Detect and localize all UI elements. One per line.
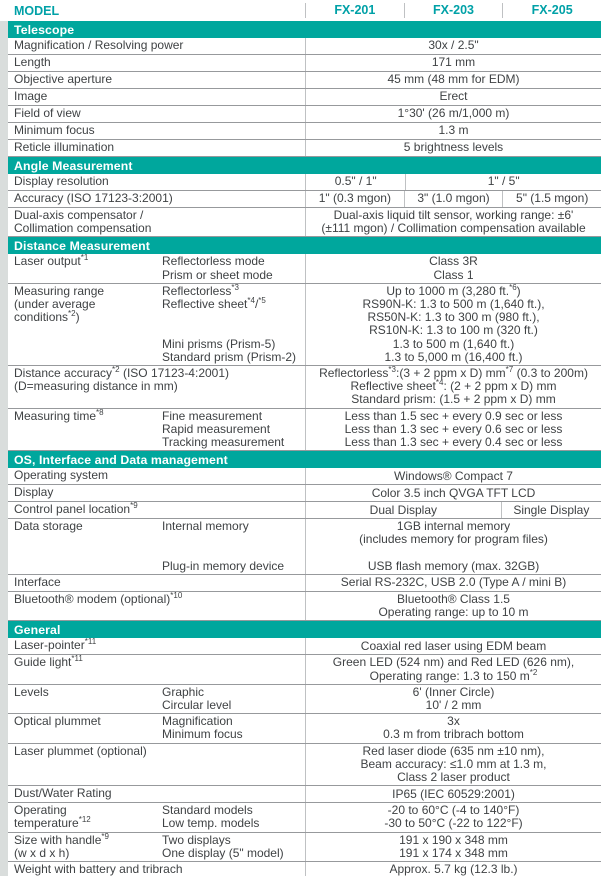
spec-sublabel [160, 519, 305, 574]
spec-sublabel-line: Standard prism (Prism-2) [162, 349, 297, 364]
spec-value [305, 575, 601, 591]
spec-label-line: Accuracy (ISO 17123-3:2001) [14, 191, 173, 205]
spec-value-cell: 3" (1.0 mgon) [404, 191, 503, 207]
spec-label [8, 55, 305, 71]
spec-value-line: 1°30' (26 m/1,000 m) [397, 106, 510, 121]
spec-sublabel [160, 254, 305, 282]
spec-value [305, 592, 601, 620]
spec-row-weight-with-battery-and-tribrach [8, 862, 601, 876]
spec-value-line: Dual-axis liquid tilt sensor, working range: ±6' [333, 208, 574, 222]
section-title: Telescope [14, 22, 75, 37]
spec-value-line: Less than 1.5 sec + every 0.9 sec or less [344, 408, 563, 423]
spec-value-line: 191 x 190 x 348 mm [399, 832, 508, 847]
spec-value-line: 10' / 2 mm [425, 698, 482, 713]
spec-label [8, 89, 305, 105]
spec-label-line: Weight with battery and tribrach [14, 862, 183, 876]
spec-row-levels [8, 685, 601, 714]
spec-value-line: RS10N-K: 1.3 to 100 m (320 ft.) [369, 323, 538, 338]
spec-label [8, 191, 305, 207]
spec-label [8, 123, 305, 139]
spec-value-line: Class 2 laser product [397, 770, 510, 785]
spec-value-cell: 1" / 5" [405, 174, 601, 190]
spec-value-line: Windows® Compact 7 [394, 468, 513, 483]
spec-label-line: Levels [14, 684, 49, 699]
spec-value [305, 123, 601, 139]
spec-value [305, 366, 601, 408]
spec-row-distance-accuracy-iso-17123-4-2001 [8, 366, 601, 409]
spec-value [305, 208, 601, 236]
spec-label-line: Reticle illumination [14, 140, 115, 154]
spec-sublabel-line: Reflective sheet$^{*4}$/$^{*5}$ [162, 296, 266, 312]
spec-value-cell: Single Display [501, 502, 601, 518]
spec-value-line: -30 to 50°C (-22 to 122°F) [384, 816, 523, 831]
spec-row-display-resolution [8, 174, 601, 191]
spec-row-length [8, 55, 601, 72]
spec-value [305, 714, 601, 742]
spec-value-line: Class 1 [433, 267, 474, 282]
section-title: Distance Measurement [14, 238, 150, 253]
spec-sublabel-line: Minimum focus [162, 727, 243, 742]
spec-label [8, 502, 305, 518]
table-header-row [8, 0, 601, 21]
spec-value-line: Up to 1000 m (3,280 ft.$^{*6}$) [386, 282, 521, 298]
spec-sublabel-line: Mini prisms (Prism-5) [162, 336, 276, 351]
spec-value-cell: 0.5" / 1" [305, 174, 405, 190]
spec-value-line: Class 3R [429, 254, 478, 269]
spec-value-line: Standard prism: (1.5 + 2 ppm x D) mm [351, 392, 556, 407]
spec-sublabel [160, 833, 305, 861]
spec-sublabel-line: Standard models [162, 803, 253, 818]
spec-row-bluetooth-modem-optional [8, 592, 601, 621]
section-header-angle-measurement [8, 157, 601, 174]
spec-label [8, 72, 305, 88]
spec-label-line: (under average [14, 297, 96, 312]
spec-value-cells [305, 191, 601, 207]
spec-value-line: Coaxial red laser using EDM beam [360, 638, 547, 653]
spec-value-line: Red laser diode (635 nm ±10 nm), [362, 743, 545, 758]
spec-label-line: Minimum focus [14, 123, 95, 137]
section-title: OS, Interface and Data management [14, 452, 228, 467]
spec-label [8, 685, 160, 713]
spec-label [8, 174, 305, 190]
spec-sublabel [160, 714, 305, 742]
spec-value-cell: 1" (0.3 mgon) [305, 191, 404, 207]
spec-value-line: Operating range: 1.3 to 150 $m^{*2}$ [369, 667, 538, 683]
spec-value-line: 0.3 m from tribrach bottom [383, 727, 524, 742]
section-header-os-interface-and-data-management [8, 451, 601, 468]
spec-value-line: 6' (Inner Circle) [412, 684, 495, 699]
spec-label [8, 803, 160, 831]
spec-label-line: Magnification / Resolving power [14, 38, 184, 52]
spec-sublabel-line: Rapid measurement [162, 421, 271, 436]
spec-value-cell: Dual Display [305, 502, 501, 518]
spec-row-operating [8, 803, 601, 832]
spec-label [8, 833, 160, 861]
spec-label-line: (D=measuring distance in mm) [14, 379, 178, 394]
spec-value-line: -20 to 60°C (-4 to 140°F) [387, 803, 520, 818]
spec-value-line: Less than 1.3 sec + every 0.4 sec or less [344, 435, 563, 450]
spec-label-line: Size with handle$^{*9}$ [14, 831, 109, 847]
spec-sublabel-line: Two displays [162, 832, 231, 847]
spec-label-line: Operating [14, 803, 67, 818]
column-header-fx205: FX-205 [502, 3, 601, 18]
spec-label [8, 714, 160, 742]
spec-label-line: Field of view [14, 106, 81, 120]
spec-value-line: 171 mm [431, 55, 476, 70]
spec-value [305, 833, 601, 861]
spec-value-line: Approx. 5.7 kg (12.3 lb.) [389, 862, 518, 876]
spec-label [8, 519, 160, 574]
spec-value [305, 254, 601, 282]
spec-row-data-storage [8, 519, 601, 575]
spec-row-laser-output [8, 254, 601, 283]
spec-value-line: Bluetooth® Class 1.5 [397, 592, 510, 607]
spec-sublabel-line: Circular level [162, 698, 232, 713]
spec-value-line: Reflectorless$^{*3}$:(3 + 2 ppm x D) $mm^{*7}$ (0.3 to 200m) [319, 365, 588, 381]
spec-value [305, 106, 601, 122]
spec-sublabel-line: Tracking measurement [162, 435, 285, 450]
section-header-general [8, 621, 601, 638]
spec-row-measuring-range [8, 284, 601, 366]
spec-value-line: RS90N-K: 1.3 to 500 m (1,640 ft.), [362, 297, 545, 312]
spec-label-line: Laser-pointer$^{*11}$ [14, 637, 97, 653]
spec-value-line: Green LED (524 nm) and Red LED (626 nm), [332, 655, 575, 670]
spec-label-line: Operating system [14, 468, 109, 483]
spec-value [305, 55, 601, 71]
section-title: General [14, 622, 61, 637]
spec-value-line: 191 x 174 x 348 mm [399, 845, 508, 860]
spec-row-display [8, 485, 601, 502]
spec-value-line: Operating range: up to 10 m [378, 605, 529, 620]
spec-sublabel [160, 284, 305, 365]
spec-label-line: Length [14, 55, 51, 69]
spec-label-line: Display [14, 485, 54, 500]
spec-label [8, 862, 305, 876]
spec-value-line: 45 mm (48 mm for EDM) [387, 72, 520, 87]
spec-value [305, 744, 601, 786]
spec-row-size-with-handle [8, 833, 601, 862]
spec-label-line: conditions$^{*2}$) [14, 309, 80, 325]
spec-row-optical-plummet [8, 714, 601, 743]
spec-label [8, 366, 305, 408]
spec-label [8, 786, 305, 802]
spec-row-operating-system [8, 468, 601, 485]
spec-sublabel [160, 803, 305, 831]
spec-sublabel-line: Magnification [162, 714, 233, 729]
section-title: Angle Measurement [14, 158, 133, 173]
spec-label-line: Image [14, 89, 48, 103]
model-column-header: MODEL [14, 3, 60, 18]
spec-sublabel-line: Plug-in memory device [162, 558, 285, 573]
table-body [8, 21, 601, 876]
spec-sublabel-line: Reflectorless mode [162, 254, 265, 269]
spec-value-line: Color 3.5 inch QVGA TFT LCD [371, 485, 536, 500]
spec-sublabel-line: Graphic [162, 684, 205, 699]
spec-row-objective-aperture [8, 72, 601, 89]
spec-value [305, 655, 601, 683]
spec-row-guide-light [8, 655, 601, 684]
spec-label [8, 485, 305, 501]
spec-label-line: Distance accuracy$^{*2}$ (ISO 17123-4:2001) [14, 365, 230, 381]
spec-sublabel [160, 685, 305, 713]
spec-value [305, 786, 601, 802]
spec-label-line: Laser output$^{*1}$ [14, 253, 89, 269]
spec-row-dust-water-rating [8, 786, 601, 803]
spec-label [8, 254, 160, 282]
spec-label-line: Data storage [14, 519, 83, 534]
spec-value [305, 638, 601, 654]
spec-label [8, 38, 305, 54]
spec-value [305, 519, 601, 574]
spec-label [8, 208, 305, 236]
spec-value-line: USB flash memory (max. 32GB) [367, 558, 540, 573]
spec-label [8, 468, 305, 484]
spec-sublabel-line: Fine measurement [162, 408, 263, 423]
spec-sublabel-line: Low temp. models [162, 816, 260, 831]
spec-row-reticle-illumination [8, 140, 601, 157]
spec-value-line: (±111 mgon) / Collimation compensation available [321, 221, 586, 236]
spec-value-line: 1.3 to 500 m (1,640 ft.) [392, 336, 515, 351]
spec-row-control-panel-location [8, 502, 601, 519]
spec-value-cells [305, 174, 601, 190]
spec-value-line: 5 brightness levels [403, 140, 504, 155]
section-header-telescope [8, 21, 601, 38]
spec-row-image [8, 89, 601, 106]
spec-label [8, 140, 305, 156]
spec-value-line: 3x [447, 714, 460, 729]
spec-value [305, 38, 601, 54]
spec-value-line: Serial RS-232C, USB 2.0 (Type A / mini B) [340, 575, 567, 590]
spec-row-interface [8, 575, 601, 592]
spec-sublabel-line [162, 547, 303, 560]
spec-value [305, 72, 601, 88]
spec-value-line: Less than 1.3 sec + every 0.6 sec or less [344, 421, 563, 436]
spec-value-line: 30x / 2.5" [428, 38, 479, 53]
spec-label [8, 106, 305, 122]
spec-value [305, 468, 601, 484]
spec-sublabel-line: Prism or sheet mode [162, 267, 273, 282]
spec-label-line: Display resolution [14, 174, 109, 188]
spec-value [305, 89, 601, 105]
spec-value-cells [305, 502, 601, 518]
spec-value-line: (includes memory for program files) [359, 532, 548, 547]
spec-label [8, 655, 305, 683]
spec-label [8, 592, 305, 620]
spec-value-line: RS50N-K: 1.3 to 300 m (980 ft.), [367, 310, 540, 325]
spec-label-line: Collimation compensation [14, 221, 152, 236]
spec-row-measuring-time [8, 409, 601, 452]
spec-label-line: Dust/Water Rating [14, 786, 112, 801]
spec-row-accuracy-iso-17123-3-2001 [8, 191, 601, 208]
spec-label [8, 744, 305, 786]
column-header-fx203: FX-203 [404, 3, 503, 18]
spec-value-line: 1GB internal memory [396, 519, 511, 534]
page-edge-shading [0, 21, 8, 876]
spec-sublabel-line: One display (5" model) [162, 845, 284, 860]
spec-label-line: (w x d x h) [14, 845, 70, 860]
spec-label-line: Guide light$^{*11}$ [14, 654, 83, 670]
spec-label-line: Dual-axis compensator / [14, 208, 144, 222]
spec-table [8, 0, 601, 876]
spec-value [305, 409, 601, 451]
spec-value [305, 803, 601, 831]
spec-row-dual-axis-compensator [8, 208, 601, 237]
spec-label-line: Control panel location$^{*9}$ [14, 501, 138, 517]
spec-label [8, 638, 305, 654]
spec-label-line: Optical plummet [14, 714, 101, 729]
spec-row-minimum-focus [8, 123, 601, 140]
spec-value-line: 1.3 m [438, 123, 469, 138]
spec-value-line [308, 547, 599, 560]
spec-sublabel-line: Reflectorless$^{*3}$ [162, 282, 239, 298]
spec-sublabel-line [162, 311, 303, 324]
section-header-distance-measurement [8, 237, 601, 254]
spec-value-line: IP65 (IEC 60529:2001) [392, 786, 515, 801]
spec-value-line: Erect [439, 89, 468, 104]
spec-sublabel-line: Internal memory [162, 519, 249, 534]
spec-label-line: temperature$^{*12}$ [14, 815, 91, 831]
spec-label-line: Laser plummet (optional) [14, 743, 147, 758]
spec-value-cell: 5" (1.5 mgon) [502, 191, 601, 207]
spec-row-field-of-view [8, 106, 601, 123]
spec-label-line: Interface [14, 575, 61, 590]
spec-label-line: Measuring range [14, 283, 105, 298]
column-header-fx201: FX-201 [305, 3, 404, 18]
spec-value [305, 140, 601, 156]
spec-value-line: Beam accuracy: ≤1.0 mm at 1.3 m, [360, 756, 547, 771]
spec-sublabel [160, 409, 305, 451]
spec-sublabel-line [162, 533, 303, 546]
spec-value [305, 862, 601, 876]
spec-row-magnification-resolving-power [8, 38, 601, 55]
spec-row-laser-plummet-optional [8, 744, 601, 787]
spec-sublabel-line [162, 324, 303, 337]
spec-label [8, 409, 160, 451]
spec-value [305, 284, 601, 365]
spec-label-line: Bluetooth® modem (optional)$^{*10}$ [14, 591, 183, 607]
spec-value [305, 485, 601, 501]
spec-value [305, 685, 601, 713]
spec-value-line: Reflective sheet$^{*4}$: (2 + 2 ppm x D) mm [350, 378, 557, 394]
spec-value-line: 1.3 to 5,000 m (16,400 ft.) [384, 349, 523, 364]
spec-row-laser-pointer [8, 638, 601, 655]
spec-label [8, 575, 305, 591]
spec-label [8, 284, 160, 365]
spec-label-line: Measuring time$^{*8}$ [14, 407, 104, 423]
spec-label-line: Objective aperture [14, 72, 113, 86]
